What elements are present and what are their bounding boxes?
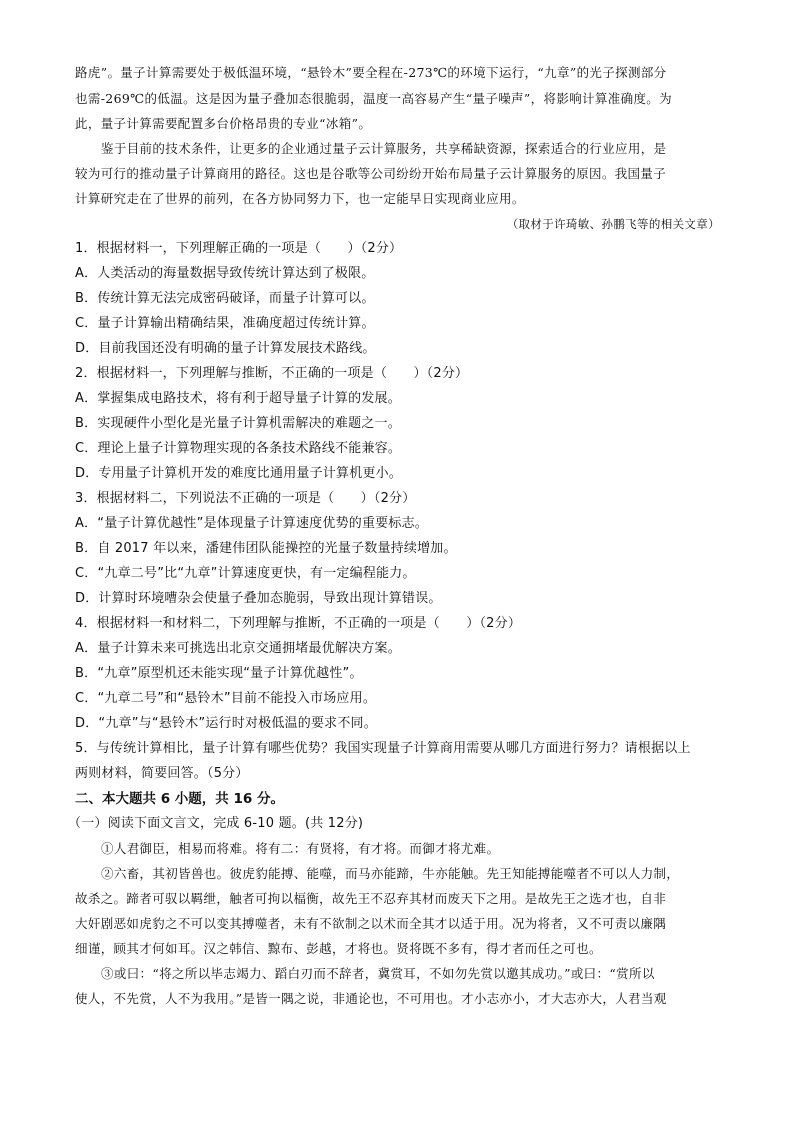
question-5: 5．与传统计算相比，量子计算有哪些优势？我国实现量子计算商用需要从哪几方面进行努力？请根据以上 — [75, 741, 691, 756]
passage-line: 路虎”。量子计算需要处于极低温环境，“悬铃木”要全程在-273℃的环境下运行，“九章”的光子探测部分 — [75, 65, 667, 80]
option-line: B．自 2017 年以来，潘建伟团队能操控的光量子数量持续增加。 — [75, 541, 457, 556]
option-line: D．目前我国还没有明确的量子计算发展技术路线。 — [75, 341, 376, 356]
passage-line: 较为可行的推动量子计算商用的路径。这也是谷歌等公司纷纷开始布局量子云计算服务的原因。我国量子 — [75, 166, 667, 181]
option-line: A．人类活动的海量数据导致传统计算达到了极限。 — [75, 266, 375, 281]
option-line: C．理论上量子计算物理实现的各条技术路线不能兼容。 — [75, 441, 402, 456]
option-line: A．掌握集成电路技术，将有利于超导量子计算的发展。 — [75, 391, 401, 406]
classical-line: 细谨，顾其才何如耳。汉之韩信、黥布、彭越，才将也。贤将既不多有，得才者而任之可也。 — [75, 941, 602, 956]
classical-line: 使人，不先赏，人不为我用。”是皆一隅之说，非通论也，不可用也。才小志亦小，才大志亦大，人君当观 — [75, 991, 667, 1006]
classical-line: 大奸剧恶如虎豹之不可以变其搏噬者，未有不欲制之以术而全其才以适于用。况为将者，又不可责以廉隅 — [75, 916, 667, 931]
classical-line: 故杀之。蹄者可驭以羁绁，触者可拘以楅衡，故先王不忍弃其材而废天下之用。是故先王之选才也，自非 — [75, 891, 667, 906]
question-2: 2．根据材料一，下列理解与推断，不正确的一项是（ ）（2分） — [75, 366, 469, 381]
passage-line: 此，量子计算需要配置多台价格昂贵的专业“冰箱”。 — [75, 116, 372, 131]
option-line: D．“九章”与“悬铃木”运行时对极低温的要求不同。 — [75, 716, 377, 731]
option-line: D．专用量子计算机开发的难度比通用量子计算机更小。 — [75, 466, 403, 481]
source-citation: （取材于许琦敏、孙鹏飞等的相关文章） — [506, 217, 720, 231]
option-line: D．计算时环境嘈杂会使量子叠加态脆弱，导致出现计算错误。 — [75, 591, 442, 606]
question-4: 4．根据材料一和材料二，下列理解与推断，不正确的一项是（ ）（2分） — [75, 616, 522, 631]
option-line: B．“九章”原型机还未能实现“量子计算优越性”。 — [75, 666, 363, 681]
question-3: 3．根据材料二，下列说法不正确的一项是（ ）（2分） — [75, 491, 416, 506]
question-5-cont: 两则材料，简要回答。（5分） — [75, 766, 249, 781]
passage-line: 也需-269℃的低温。这是因为量子叠加态很脆弱，温度一高容易产生“量子噪声”，将影响计算准确度。为 — [75, 91, 672, 106]
option-line: C．“九章二号”比“九章”计算速度更快，有一定编程能力。 — [75, 566, 416, 581]
question-1: 1．根据材料一，下列理解正确的一项是（ ）（2分） — [75, 241, 403, 256]
classical-line: ①人君御臣，相易而将难。将有二：有贤将，有才将。而御才将尤难。 — [101, 841, 500, 856]
option-line: C．“九章二号”和“悬铃木”目前不能投入市场应用。 — [75, 691, 377, 706]
section-heading: 二、本大题共 6 小题，共 16 分。 — [75, 791, 284, 807]
passage-line: 鉴于目前的技术条件，让更多的企业通过量子云计算服务，共享稀缺资源，探索适合的行业应用，是 — [101, 141, 667, 156]
option-line: A．量子计算未来可挑选出北京交通拥堵最优解决方案。 — [75, 641, 401, 656]
option-line: C．量子计算输出精确结果，准确度超过传统计算。 — [75, 316, 375, 331]
classical-line: ③或曰：“将之所以毕志竭力、蹈白刃而不辞者，冀赏耳，不如勿先赏以邀其成功。”或曰：“赏所以 — [101, 966, 655, 981]
option-line: A．“量子计算优越性”是体现量子计算速度优势的重要标志。 — [75, 516, 428, 531]
classical-line: ②六畜，其初皆兽也。彼虎豹能搏、能噬，而马亦能蹄，牛亦能触。先王知能搏能噬者不可以人力制， — [101, 866, 680, 881]
passage-line: 计算研究走在了世界的前列，在各方协同努力下，也一定能早日实现商业应用。 — [75, 191, 525, 206]
subsection-heading: （一）阅读下面文言文，完成 6-10 题。(共 12分) — [68, 816, 364, 831]
option-line: B．传统计算无法完成密码破译，而量子计算可以。 — [75, 291, 375, 306]
option-line: B．实现硬件小型化是光量子计算机需解决的难题之一。 — [75, 416, 401, 431]
